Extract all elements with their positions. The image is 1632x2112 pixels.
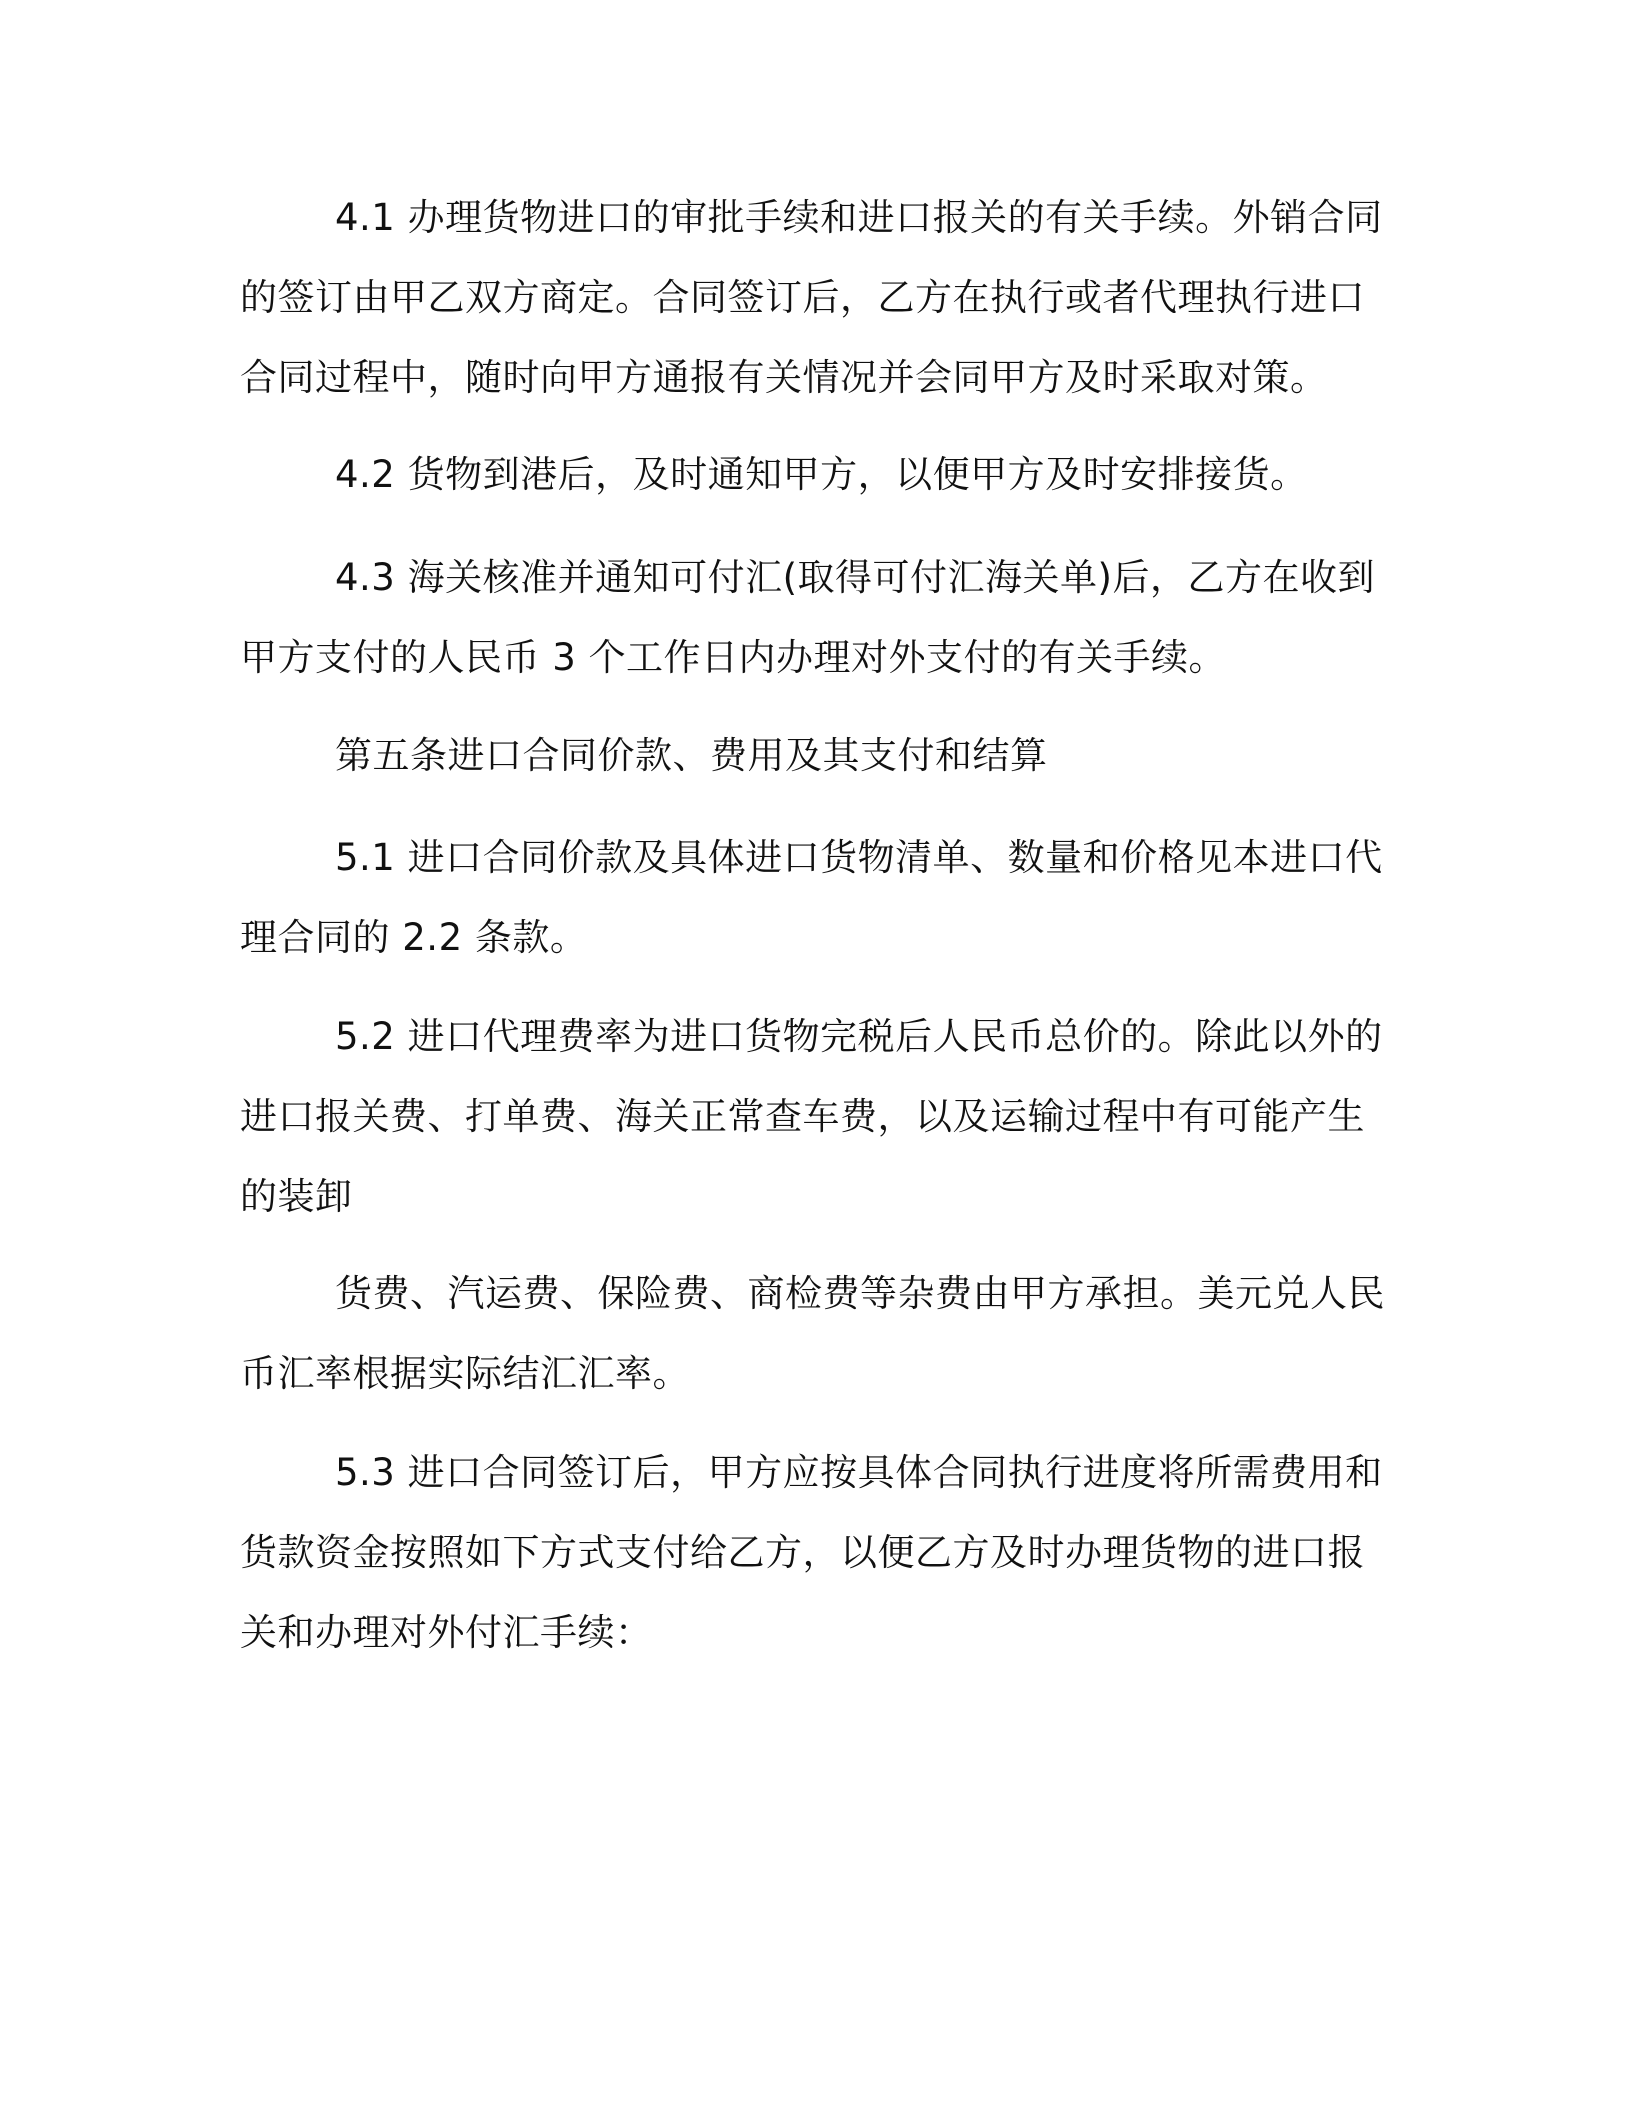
paragraph-4-1 xyxy=(240,178,1390,418)
text-line: 4.2 货物到港后，及时通知甲方，以便甲方及时安排接货。 xyxy=(335,453,1308,496)
text-line: 5.1 进口合同价款及具体进口货物清单、数量和价格见本进口代 xyxy=(335,836,1383,879)
paragraph-5-2-continued xyxy=(240,1254,1390,1414)
text-line: 进口报关费、打单费、海关正常查车费，以及运输过程中有可能产生 xyxy=(240,1095,1365,1138)
paragraph-5-2 xyxy=(240,997,1390,1237)
paragraph-4-2 xyxy=(240,435,1390,515)
text-line: 货费、汽运费、保险费、商检费等杂费由甲方承担。美元兑人民 xyxy=(335,1272,1385,1315)
text-line: 甲方支付的人民币 3 个工作日内办理对外支付的有关手续。 xyxy=(240,636,1227,679)
text-line: 货款资金按照如下方式支付给乙方，以便乙方及时办理货物的进口报 xyxy=(240,1531,1365,1574)
text-line: 5.3 进口合同签订后，甲方应按具体合同执行进度将所需费用和 xyxy=(335,1451,1383,1494)
text-line: 合同过程中，随时向甲方通报有关情况并会同甲方及时采取对策。 xyxy=(240,356,1328,399)
text-line: 第五条进口合同价款、费用及其支付和结算 xyxy=(335,734,1048,777)
text-line: 的签订由甲乙双方商定。合同签订后，乙方在执行或者代理执行进口 xyxy=(240,276,1365,319)
text-line: 理合同的 2.2 条款。 xyxy=(240,916,588,959)
text-line: 的装卸 xyxy=(240,1175,353,1218)
text-line: 币汇率根据实际结汇汇率。 xyxy=(240,1352,690,1395)
text-line: 4.1 办理货物进口的审批手续和进口报关的有关手续。外销合同 xyxy=(335,196,1383,239)
paragraph-5-1 xyxy=(240,818,1390,978)
paragraph-4-3 xyxy=(240,538,1390,698)
text-line: 5.2 进口代理费率为进口货物完税后人民币总价的。除此以外的 xyxy=(335,1015,1383,1058)
section-heading-article-5 xyxy=(240,716,1390,796)
text-line: 关和办理对外付汇手续： xyxy=(240,1611,653,1654)
text-line: 4.3 海关核准并通知可付汇(取得可付汇海关单)后，乙方在收到 xyxy=(335,556,1375,599)
paragraph-5-3 xyxy=(240,1433,1390,1673)
